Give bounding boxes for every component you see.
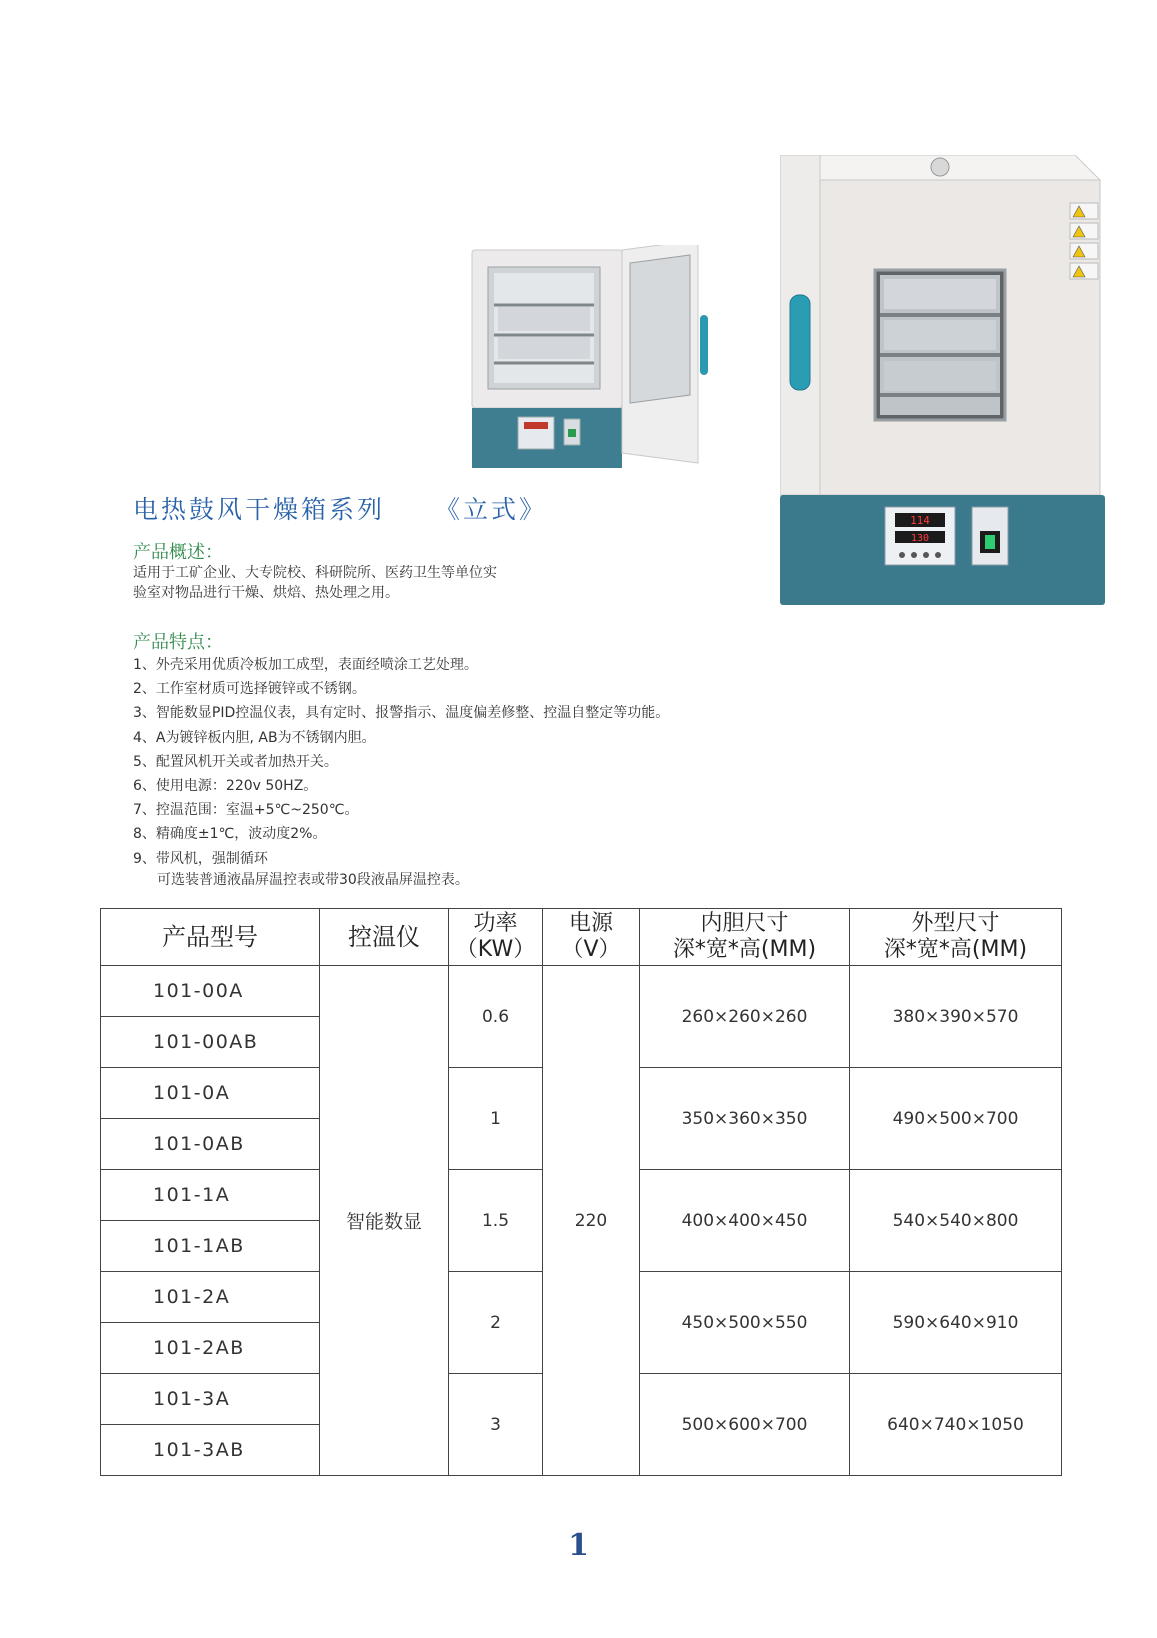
inner-size-cell: 260×260×260 bbox=[640, 966, 850, 1068]
features-list bbox=[133, 653, 669, 871]
power-cell: 3 bbox=[449, 1374, 543, 1476]
feature-item: 5、配置风机开关或者加热开关。 bbox=[133, 753, 338, 770]
inner-size-cell: 450×500×550 bbox=[640, 1272, 850, 1374]
header-voltage-label: 电源 bbox=[568, 911, 613, 936]
feature-item: 3、智能数显PID控温仪表，具有定时、报警指示、温度偏差修整、控温自整定等功能。 bbox=[133, 705, 670, 722]
outer-size-cell: 590×640×910 bbox=[850, 1272, 1062, 1374]
model-cell: 101-0AB bbox=[101, 1119, 320, 1170]
oven-open-door-image bbox=[470, 245, 720, 475]
header-power-unit: （KW） bbox=[455, 937, 536, 962]
series-name: 电热鼓风干燥箱系列 bbox=[133, 495, 386, 524]
features-note: 可选装普通液晶屏温控表或带30段液晶屏温控表。 bbox=[157, 872, 469, 888]
model-cell: 101-00AB bbox=[101, 1017, 320, 1068]
outer-size-cell: 640×740×1050 bbox=[850, 1374, 1062, 1476]
table-row bbox=[101, 966, 1062, 1017]
feature-item: 4、A为镀锌板内胆, AB为不锈钢内胆。 bbox=[133, 729, 376, 746]
header-model: 产品型号 bbox=[101, 909, 320, 966]
page-number: 1 bbox=[568, 1528, 589, 1563]
model-cell: 101-2AB bbox=[101, 1323, 320, 1374]
spec-table bbox=[100, 908, 1062, 1476]
header-voltage bbox=[543, 909, 640, 966]
header-outer-unit: 深*宽*高(MM) bbox=[883, 937, 1028, 962]
feature-item: 8、精确度±1℃，波动度2%。 bbox=[133, 826, 327, 843]
inner-size-cell: 500×600×700 bbox=[640, 1374, 850, 1476]
outer-size-cell: 540×540×800 bbox=[850, 1170, 1062, 1272]
overview-line: 适用于工矿企业、大专院校、科研院所、医药卫生等单位实 bbox=[133, 565, 497, 581]
power-cell: 2 bbox=[449, 1272, 543, 1374]
features-heading: 产品特点： bbox=[133, 632, 223, 653]
model-cell: 101-0A bbox=[101, 1068, 320, 1119]
controller-cell: 智能数显 bbox=[320, 966, 449, 1476]
power-cell: 1.5 bbox=[449, 1170, 543, 1272]
header-inner-unit: 深*宽*高(MM) bbox=[672, 937, 817, 962]
sv-display: 130 bbox=[910, 533, 930, 544]
pv-display: 114 bbox=[910, 514, 930, 527]
power-cell: 1 bbox=[449, 1068, 543, 1170]
overview-text bbox=[133, 563, 497, 603]
oven-closed-door-image bbox=[780, 155, 1105, 605]
feature-item: 2、工作室材质可选择镀锌或不锈钢。 bbox=[133, 681, 366, 698]
header-outer-size bbox=[850, 909, 1062, 966]
model-cell: 101-1AB bbox=[101, 1221, 320, 1272]
model-cell: 101-00A bbox=[101, 966, 320, 1017]
outer-size-cell: 490×500×700 bbox=[850, 1068, 1062, 1170]
feature-item: 7、控温范围：室温+5℃~250℃。 bbox=[133, 802, 359, 819]
feature-item: 6、使用电源：220v 50HZ。 bbox=[133, 778, 318, 795]
feature-item: 1、外壳采用优质冷板加工成型，表面经喷涂工艺处理。 bbox=[133, 657, 478, 673]
header-voltage-unit: （V） bbox=[561, 937, 621, 962]
power-cell: 0.6 bbox=[449, 966, 543, 1068]
table-header-row bbox=[101, 909, 1062, 966]
model-cell: 101-3AB bbox=[101, 1425, 320, 1476]
overview-heading: 产品概述： bbox=[133, 542, 223, 563]
header-inner-label: 内胆尺寸 bbox=[700, 911, 789, 936]
outer-size-cell: 380×390×570 bbox=[850, 966, 1062, 1068]
overview-line: 验室对物品进行干燥、烘焙、热处理之用。 bbox=[133, 585, 399, 601]
header-power bbox=[449, 909, 543, 966]
header-inner-size bbox=[640, 909, 850, 966]
header-power-label: 功率 bbox=[473, 911, 518, 936]
inner-size-cell: 400×400×450 bbox=[640, 1170, 850, 1272]
series-title bbox=[133, 490, 547, 526]
header-controller: 控温仪 bbox=[320, 909, 449, 966]
feature-item: 9、带风机，强制循环 bbox=[133, 850, 268, 867]
model-cell: 101-3A bbox=[101, 1374, 320, 1425]
header-outer-label: 外型尺寸 bbox=[911, 911, 1000, 936]
model-cell: 101-2A bbox=[101, 1272, 320, 1323]
inner-size-cell: 350×360×350 bbox=[640, 1068, 850, 1170]
voltage-cell: 220 bbox=[543, 966, 640, 1476]
model-cell: 101-1A bbox=[101, 1170, 320, 1221]
series-subtitle: 《立式》 bbox=[435, 495, 548, 524]
